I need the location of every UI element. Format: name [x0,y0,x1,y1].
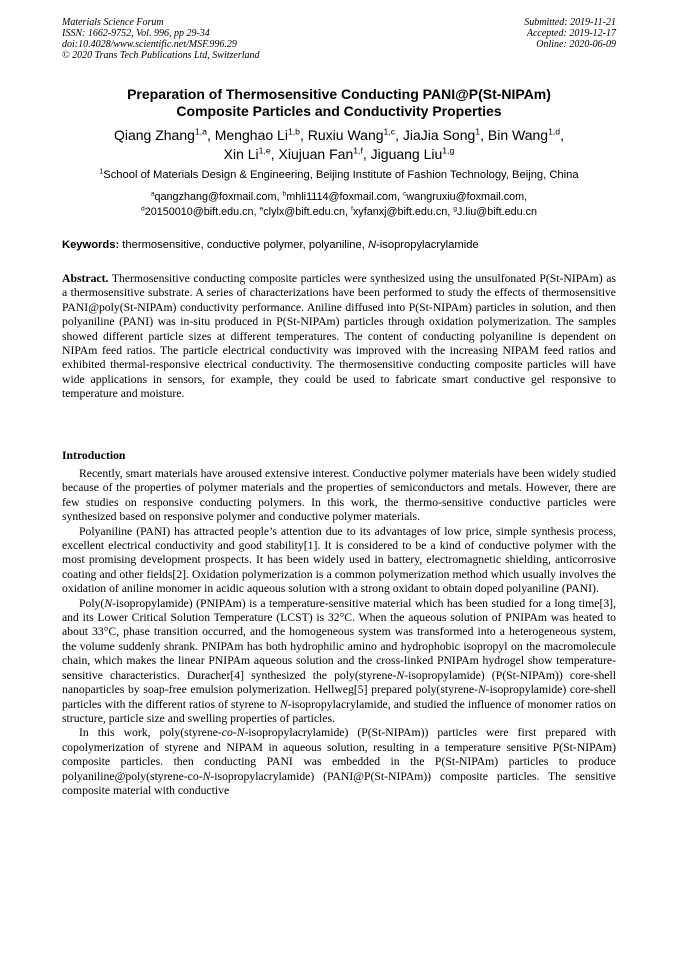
affiliation [40,168,638,182]
abstract-label: Abstract. [62,272,109,285]
email-marker: c [403,190,407,198]
author-separator: , [300,127,308,143]
introduction-heading: Introduction [62,449,126,462]
paragraph-text: Poly( [79,596,105,610]
author-name: Qiang Zhang [113,127,195,143]
online-date: Online: 2020-06-09 [536,39,616,50]
accepted-date: Accepted: 2019-12-17 [526,28,616,39]
doi: doi:10.4028/www.scientific.net/MSF.996.29 [62,39,237,50]
journal-name: Materials Science Forum [62,17,164,28]
issn: ISSN: 1662-9752, Vol. 996, pp 29-34 [62,28,210,39]
author-name: Ruxiu Wang [307,127,384,143]
author-name: Menghao Li [214,127,288,143]
submitted-date: Submitted: 2019-11-21 [524,17,616,28]
author-separator: , [270,146,279,162]
email-address: 20150010@bift.edu.cn, [144,206,260,218]
email-marker: f [351,205,353,213]
email-address: mhli1114@foxmail.com, [286,191,404,203]
author-affiliation-marker: 1 [475,126,481,137]
keywords-label: Keywords: [62,239,120,251]
paragraph-text: - [232,726,237,740]
italic-text: N [202,769,211,783]
author-affiliation-marker: 1,b [287,126,300,137]
author-separator: , [362,146,371,162]
email-marker: b [282,190,287,198]
author-affiliation-marker: 1,c [383,126,396,137]
email-address: qangzhang@foxmail.com, [154,191,283,203]
abstract-text: Thermosensitive conducting composite particles were synthesized using the unsulfonated P(St-NIPAm) as a thermosensitive substrate. A series of characterizations have been performed to study the effects of thermosensitive PANI@poly(St-NIPAm) conductivity performance. Aniline diffused into P(St-NIPAm) particles in solution, and then polyaniline (PANI) was in-situ produced in P(St-NIPAm) particles through oxidation polymerization. The samples showed different particle sizes at different temperatures. The content of conducting polyaniline is dependent on NIPAm feed ratios. The particle electrical conductivity was improved with the increasing NIPAM feed ratios and exhibited thermal-responsive electrical conductivity. The thermosensitive conducting composite particles will have wide applications in sensors, for example, they could be used to fabricate smart conductive gel responsive to temperature and moisture. [62,272,616,401]
keywords [62,239,616,252]
intro-paragraph-3 [62,597,616,727]
italic-text: N [396,668,405,682]
author-affiliation-marker: 1,g [442,145,455,156]
email-address: xyfanxj@bift.edu.cn, [352,206,454,218]
author-name: Bin Wang [487,127,549,143]
keywords-tail: -isopropylacrylamide [376,239,479,251]
author-name: JiaJia Song [402,127,476,143]
affiliation-marker: 1 [99,168,104,176]
email-address: wangruxiu@foxmail.com, [406,191,528,203]
email-address: clylx@bift.edu.cn, [263,206,352,218]
paragraph-text: -isopropylamide) core-shell particles with the different ratios of styrene to [62,683,616,711]
copyright: © 2020 Trans Tech Publications Ltd, Switzerland [62,50,260,61]
italic-text: N [236,726,245,740]
paragraph-text: -isopropylamide) (P(St-NIPAm)) core-shell nanoparticles by soap-free emulsion polymerization. Hellweg[5] prepared poly(styrene- [62,668,616,697]
italic-text: N [104,596,113,610]
paragraph-text: -isopropylacrylamide) (PANI@P(St-NIPAm)) composite particles. The sensitive composite material with conductive [62,769,616,797]
author-name: Jiguang Liu [370,146,443,162]
email-marker: e [259,205,264,213]
author-affiliation-marker: 1,e [258,145,271,156]
keywords-italic: N [367,239,377,251]
paragraph-text: -isopropylacrylamide) (P(St-NIPAm)) particles were first prepared with copolymerization of styrene and NIPAM in aqueous solution, resulting in a temperature sensitive P(St-NIPAm) composite particles. then conducting PANI was embedded in the P(St-NIPAm) particles to produce polyaniline@poly(styrene-co- [62,726,616,783]
email-address: J.liu@bift.edu.cn [457,206,538,218]
author-affiliation-marker: 1,d [548,126,561,137]
journal-header-right [524,17,616,50]
affiliation-text: School of Materials Design & Engineering, Beijing Institute of Fashion Technology, Beijng, China [103,169,579,181]
email-list [40,190,638,220]
paragraph-text: -isopropylamide) (PNIPAm) is a temperature-sensitive material which has been studied for a long time[3], and its Lower Critical Solution Temperature (LCST) is 32°C. When the aqueous solution of PNIPAm was heated to about 33°C, phase transition occurred, and the homogeneous system was transformed into a heterogeneous system, the volume suddenly shrank. PNIPAm has both hydrophilic amino and hydrophobic isopropyl on the macromolecule chain, which makes the linear PNIPAm aqueous solution and the cross-linked PNIPAm hydrogel show temperature-sensitive characteristics. Duracher[4] synthesized the poly(styrene- [62,596,616,682]
paper-title [40,86,638,120]
italic-text: co [221,726,233,740]
email-marker: d [140,205,145,213]
author-name: Xiujuan Fan [278,146,354,162]
author-separator: , [560,127,565,143]
author-affiliation-marker: 1,f [353,145,363,156]
paragraph-text: -isopropylacrylamide, and studied the influence of monomer ratios on structure, particle size and swelling properties of particles. [62,697,616,725]
keywords-text: thermosensitive, conductive polymer, polyaniline, [119,239,368,251]
author-affiliation-marker: 1,a [194,126,207,137]
introduction-section [62,449,616,798]
author-separator: , [206,127,215,143]
author-name: Xin Li [223,146,259,162]
title-line-1: Preparation of Thermosensitive Conducting PANI@P(St-NIPAm) [127,86,551,102]
title-line-2: Composite Particles and Conductivity Properties [176,103,502,119]
author-separator: , [395,127,403,143]
italic-text: N [279,697,288,711]
author-separator: , [480,127,488,143]
paragraph-text: In this work, poly(styrene- [79,726,222,740]
email-line-1 [40,190,638,205]
intro-paragraph-4 [62,726,616,798]
author-list [40,126,638,164]
journal-header-left [62,17,260,61]
email-marker: a [150,190,155,198]
intro-paragraph-1: Recently, smart materials have aroused extensive interest. Conductive polymer materials have been widely studied because of the properties of polymer materials and the properties of semiconductors and metals. However, there are few studies on responsive conducting polymers. In this work, the thermo-sensitive conductive particles were synthesized based on responsive polymer and conductive polymer materials. [62,467,616,524]
intro-paragraph-2: Polyaniline (PANI) has attracted people’s attention due to its advantages of low price, simple synthesis process, excellent electrical conductivity and good stability[1]. It is considered to be a kind of conductive polymer with the most promising development prospects. It has been widely used in battery, electromagnetic shielding, anticorrosive coating and other fields[2]. Oxidation polymerization is a common polymerization method which usually involves the oxidation of aniline monomer in acidic aqueous solution with a strong oxidant to obtain doped polyaniline (PANI). [62,524,616,596]
email-line-2 [40,205,638,220]
abstract-paragraph [62,272,616,402]
email-marker: g [453,205,458,213]
italic-text: N [477,683,486,697]
abstract [62,272,616,402]
